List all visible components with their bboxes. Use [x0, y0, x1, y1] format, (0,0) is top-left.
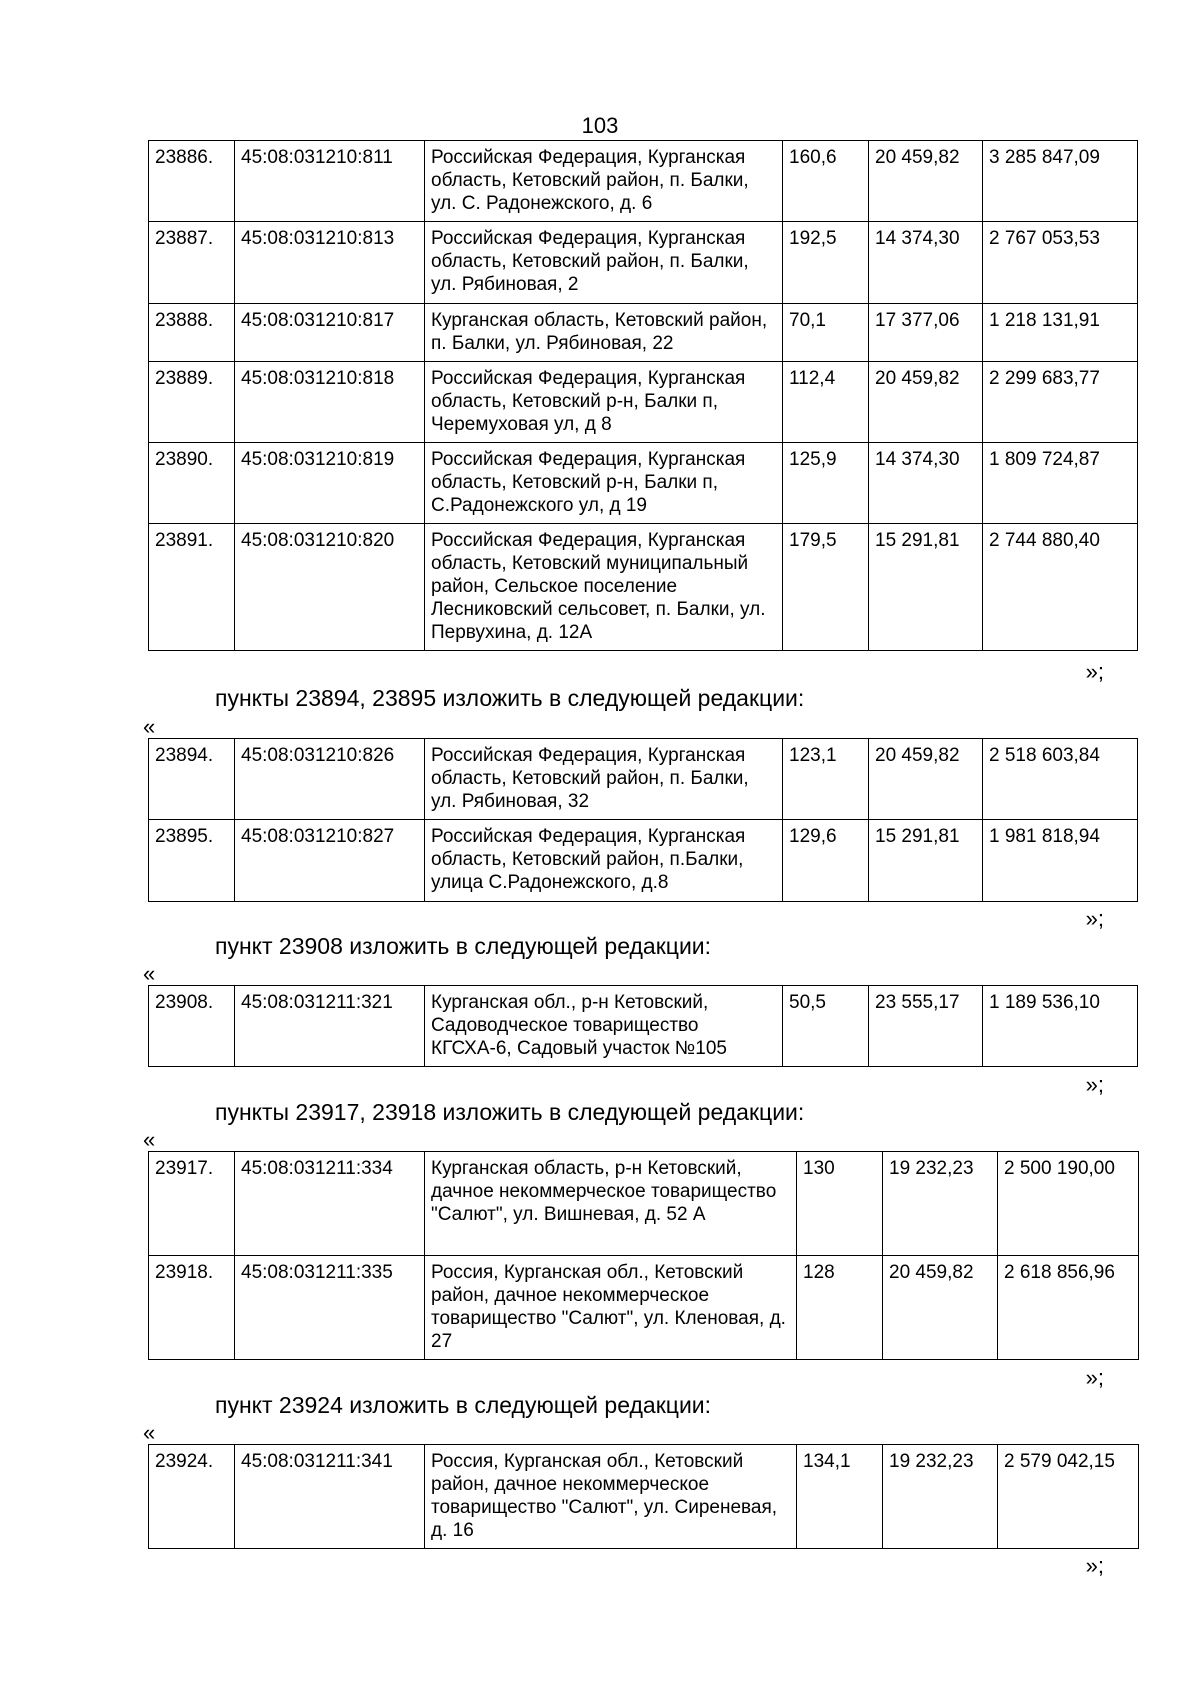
area: 123,1 — [783, 739, 869, 820]
item-number: 23917. — [149, 1152, 235, 1256]
cadastral-value: 2 500 190,00 — [998, 1152, 1139, 1256]
cadastral-value: 1 218 131,91 — [983, 304, 1138, 362]
cadastral-number: 45:08:031210:813 — [235, 222, 425, 304]
specific-value: 14 374,30 — [869, 222, 983, 304]
address: Российская Федерация, Курганская область, Кетовский район, п. Балки, ул. С. Радонежского, д. 6 — [425, 141, 783, 222]
cadastral-number: 45:08:031210:818 — [235, 362, 425, 443]
item-number: 23887. — [149, 222, 235, 304]
address: Российская Федерация, Курганская область, Кетовский район, п.Балки, улица С.Радонежского, д.8 — [425, 820, 783, 902]
register-table-4 — [148, 1151, 1139, 1360]
address: Россия, Курганская обл., Кетовский район, дачное некоммерческое товарищество "Салют", ул. Сиреневая, д. 16 — [425, 1445, 797, 1549]
cadastral-value: 2 618 856,96 — [998, 1256, 1139, 1360]
table-row — [149, 1256, 1139, 1360]
item-number: 23891. — [149, 524, 235, 651]
cadastral-value: 1 809 724,87 — [983, 443, 1138, 524]
cadastral-number: 45:08:031211:334 — [235, 1152, 425, 1256]
table-row — [149, 222, 1138, 304]
cadastral-value: 2 518 603,84 — [983, 739, 1138, 820]
table-row — [149, 304, 1138, 362]
address: Курганская область, Кетовский район, п. Балки, ул. Рябиновая, 22 — [425, 304, 783, 362]
table-row — [149, 739, 1138, 820]
area: 160,6 — [783, 141, 869, 222]
specific-value: 14 374,30 — [869, 443, 983, 524]
cadastral-number: 45:08:031210:827 — [235, 820, 425, 902]
cadastral-number: 45:08:031211:335 — [235, 1256, 425, 1360]
address: Российская Федерация, Курганская область, Кетовский р-н, Балки п, Черемуховая ул, д 8 — [425, 362, 783, 443]
specific-value: 19 232,23 — [883, 1152, 998, 1256]
address: Российская Федерация, Курганская область, Кетовский р-н, Балки п, С.Радонежского ул, д 19 — [425, 443, 783, 524]
closing-quote: »; — [1085, 1072, 1104, 1097]
area: 179,5 — [783, 524, 869, 651]
opening-quote: « — [143, 1127, 156, 1152]
specific-value: 15 291,81 — [869, 820, 983, 902]
table-row — [149, 362, 1138, 443]
specific-value: 20 459,82 — [869, 141, 983, 222]
cadastral-number: 45:08:031210:826 — [235, 739, 425, 820]
table-row — [149, 820, 1138, 902]
specific-value: 20 459,82 — [869, 739, 983, 820]
cadastral-value: 2 744 880,40 — [983, 524, 1138, 651]
cadastral-value: 3 285 847,09 — [983, 141, 1138, 222]
specific-value: 17 377,06 — [869, 304, 983, 362]
closing-quote: »; — [1085, 1365, 1104, 1390]
area: 70,1 — [783, 304, 869, 362]
amendment-intro: пункты 23894, 23895 изложить в следующей редакции: — [215, 685, 805, 711]
table-row — [149, 986, 1138, 1067]
item-number: 23924. — [149, 1445, 235, 1549]
opening-quote: « — [143, 961, 156, 986]
item-number: 23886. — [149, 141, 235, 222]
cadastral-number: 45:08:031210:811 — [235, 141, 425, 222]
table-row — [149, 1445, 1139, 1549]
register-table-3 — [148, 985, 1138, 1067]
table-row — [149, 524, 1138, 651]
cadastral-number: 45:08:031210:819 — [235, 443, 425, 524]
closing-quote: »; — [1085, 659, 1104, 684]
specific-value: 19 232,23 — [883, 1445, 998, 1549]
cadastral-value: 2 299 683,77 — [983, 362, 1138, 443]
amendment-intro: пункты 23917, 23918 изложить в следующей редакции: — [215, 1099, 805, 1125]
item-number: 23895. — [149, 820, 235, 902]
opening-quote: « — [143, 714, 156, 739]
address: Российская Федерация, Курганская область, Кетовский муниципальный район, Сельское поселение Лесниковский сельсовет, п. Балки, ул. Первухина, д. 12А — [425, 524, 783, 651]
item-number: 23889. — [149, 362, 235, 443]
address: Россия, Курганская обл., Кетовский район, дачное некоммерческое товарищество "Салют", ул. Кленовая, д. 27 — [425, 1256, 797, 1360]
cadastral-value: 1 189 536,10 — [983, 986, 1138, 1067]
area: 112,4 — [783, 362, 869, 443]
opening-quote: « — [143, 1420, 156, 1445]
closing-quote: »; — [1085, 1553, 1104, 1578]
cadastral-value: 2 579 042,15 — [998, 1445, 1139, 1549]
register-table-2 — [148, 738, 1138, 902]
cadastral-number: 45:08:031211:341 — [235, 1445, 425, 1549]
item-number: 23888. — [149, 304, 235, 362]
area: 130 — [797, 1152, 883, 1256]
closing-quote: »; — [1085, 906, 1104, 931]
address: Российская Федерация, Курганская область, Кетовский район, п. Балки, ул. Рябиновая, 2 — [425, 222, 783, 304]
specific-value: 20 459,82 — [883, 1256, 998, 1360]
item-number: 23894. — [149, 739, 235, 820]
specific-value: 20 459,82 — [869, 362, 983, 443]
area: 129,6 — [783, 820, 869, 902]
table-row — [149, 443, 1138, 524]
item-number: 23890. — [149, 443, 235, 524]
amendment-intro: пункт 23924 изложить в следующей редакции: — [215, 1392, 712, 1418]
area: 125,9 — [783, 443, 869, 524]
cadastral-value: 2 767 053,53 — [983, 222, 1138, 304]
specific-value: 23 555,17 — [869, 986, 983, 1067]
address: Курганская обл., р-н Кетовский, Садоводческое товарищество КГСХА-6, Садовый участок №105 — [425, 986, 783, 1067]
page-number: 103 — [581, 113, 619, 138]
item-number: 23908. — [149, 986, 235, 1067]
register-table-1 — [148, 140, 1138, 651]
cadastral-number: 45:08:031210:817 — [235, 304, 425, 362]
item-number: 23918. — [149, 1256, 235, 1360]
cadastral-number: 45:08:031211:321 — [235, 986, 425, 1067]
area: 134,1 — [797, 1445, 883, 1549]
cadastral-number: 45:08:031210:820 — [235, 524, 425, 651]
address: Российская Федерация, Курганская область, Кетовский район, п. Балки, ул. Рябиновая, 32 — [425, 739, 783, 820]
area: 50,5 — [783, 986, 869, 1067]
amendment-intro: пункт 23908 изложить в следующей редакции: — [215, 933, 712, 959]
table-row — [149, 1152, 1139, 1256]
area: 128 — [797, 1256, 883, 1360]
cadastral-value: 1 981 818,94 — [983, 820, 1138, 902]
area: 192,5 — [783, 222, 869, 304]
table-row — [149, 141, 1138, 222]
address: Курганская область, р-н Кетовский, дачное некоммерческое товарищество "Салют", ул. Вишневая, д. 52 А — [425, 1152, 797, 1256]
register-table-5 — [148, 1444, 1139, 1549]
specific-value: 15 291,81 — [869, 524, 983, 651]
